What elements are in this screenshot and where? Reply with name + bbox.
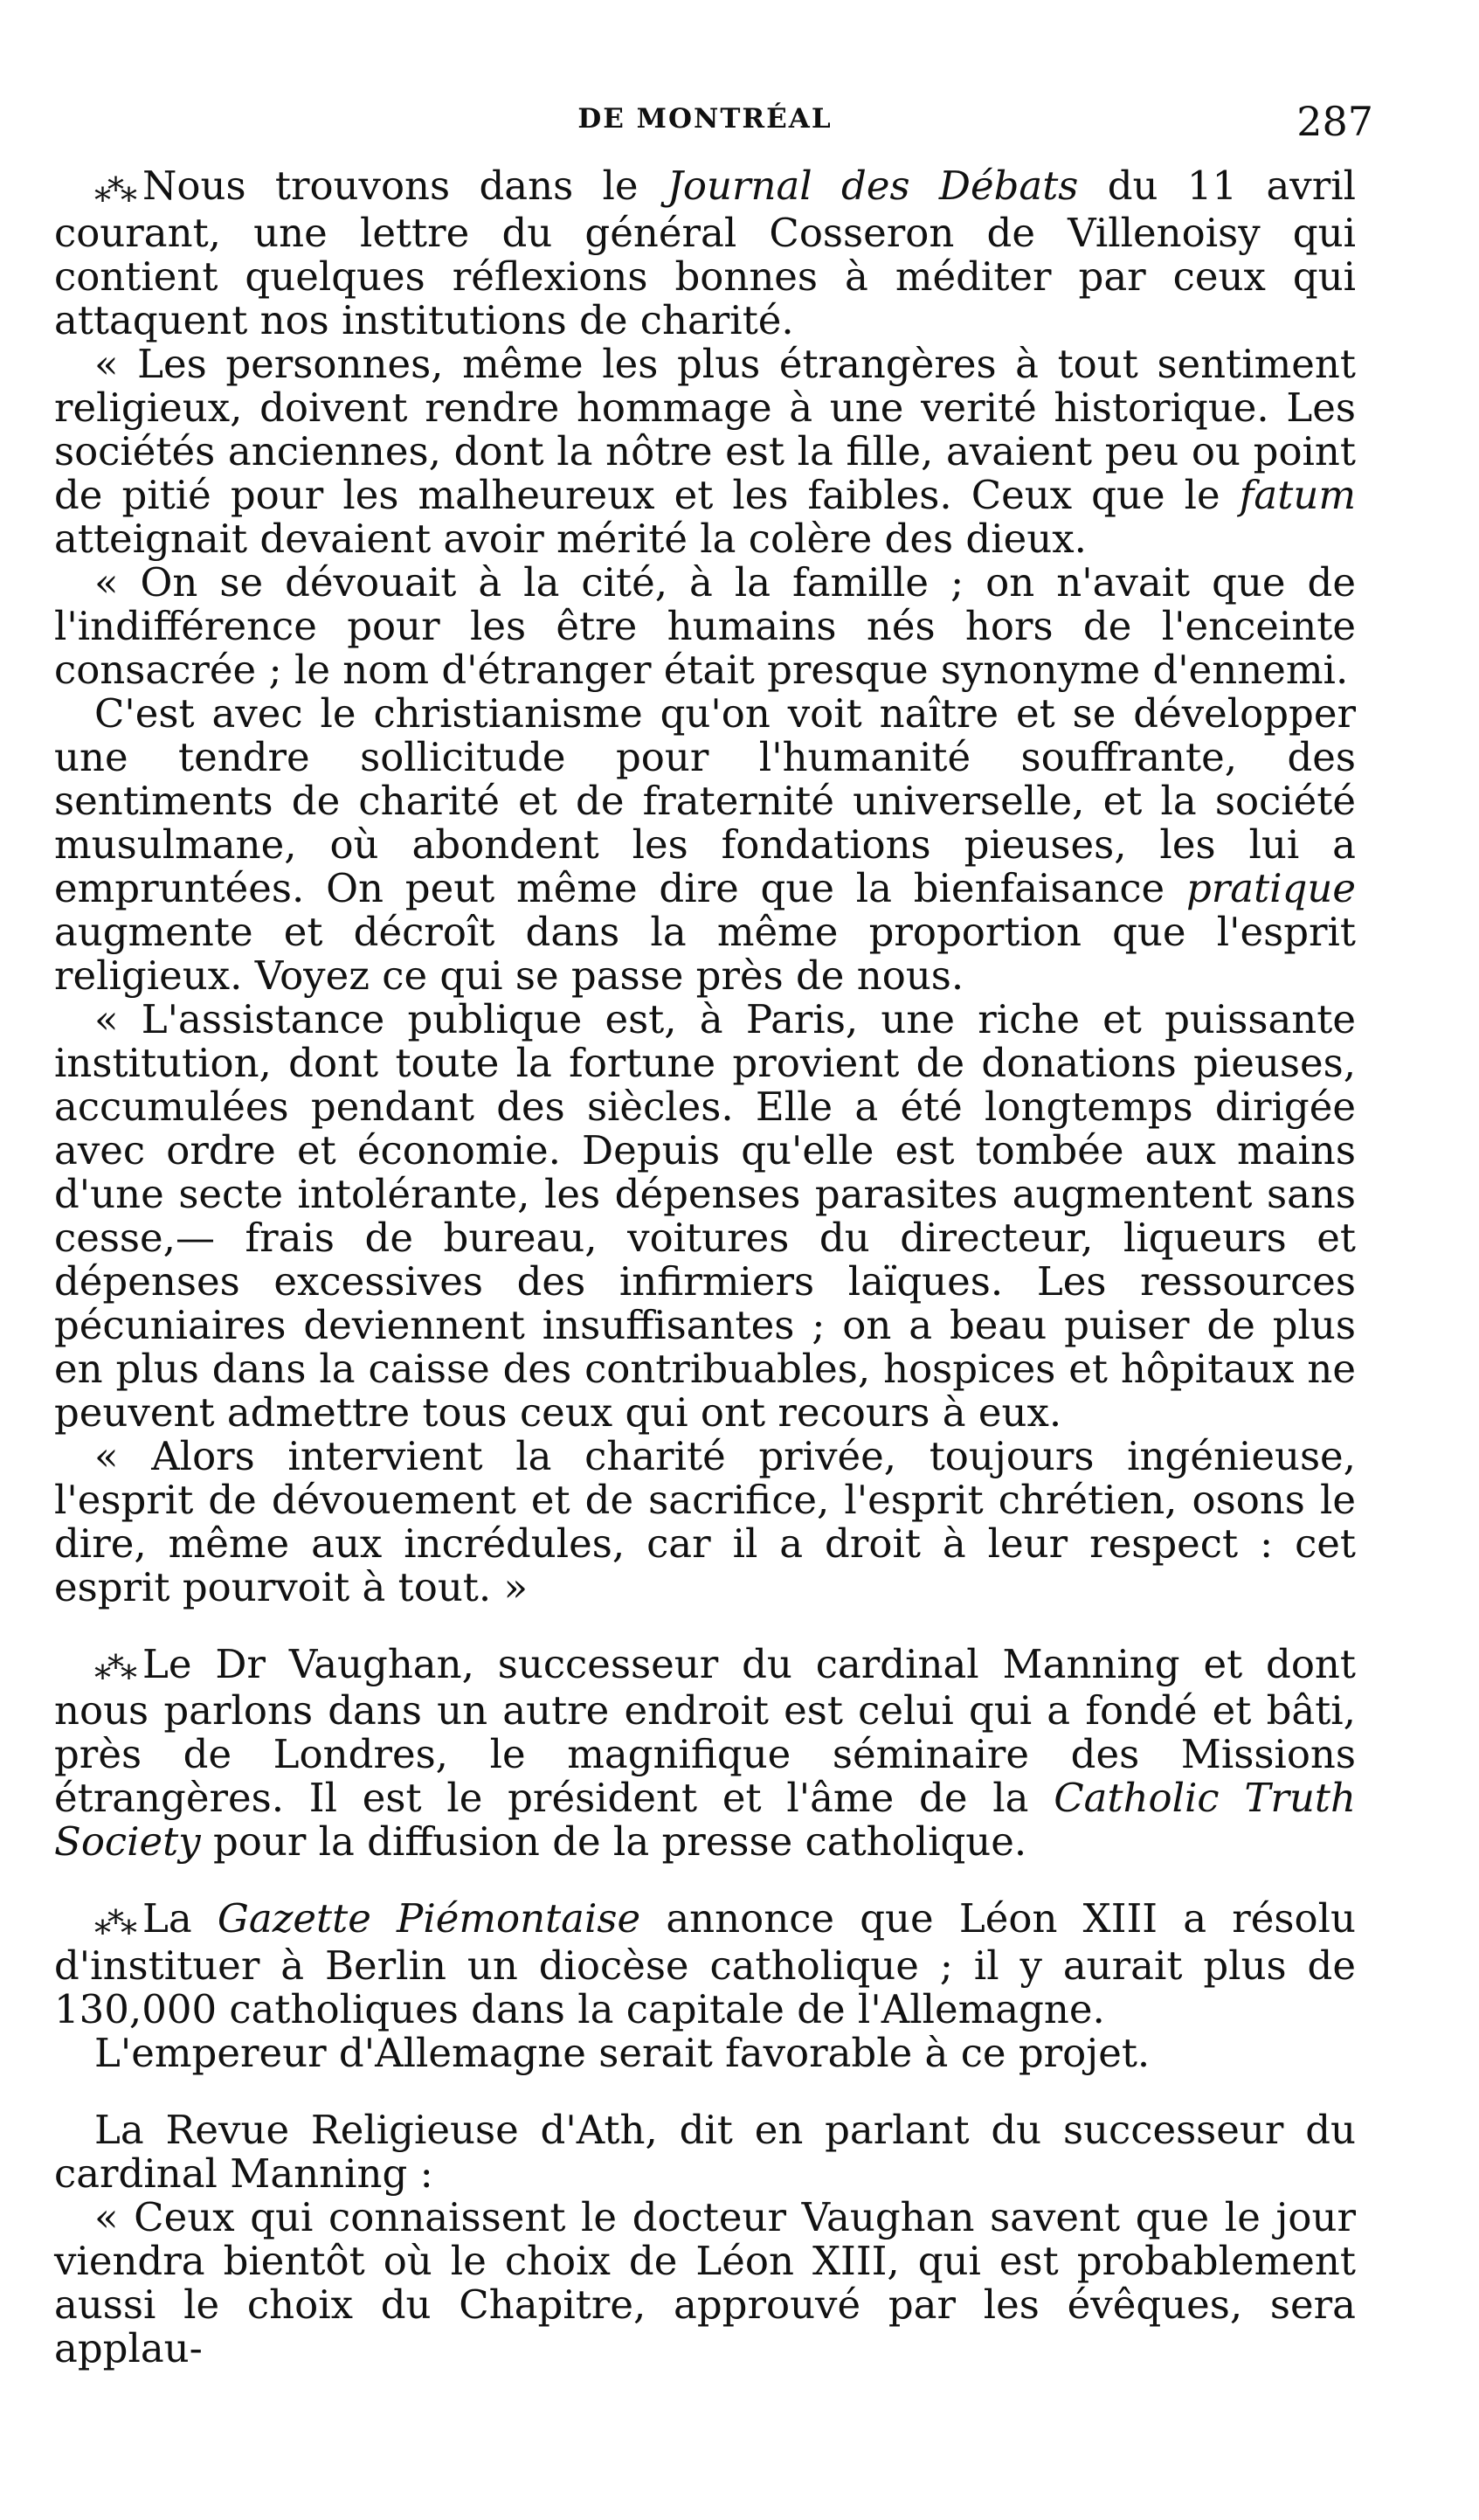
text-run: L'empereur d'Allemagne serait favorable à ce projet. bbox=[94, 2029, 1151, 2076]
text-run: annonce que Léon XIII a résolu d'instituer à Berlin un diocèse catholique ; il y aurait plus de 130,000 catholiques dans la capitale de l'Allemagne. bbox=[54, 1895, 1356, 2032]
running-title: DE MONTRÉAL bbox=[577, 103, 833, 135]
italic-text: Journal des Débats bbox=[667, 163, 1079, 209]
italic-text: Gazette Piémontaise bbox=[217, 1895, 641, 1942]
paragraph bbox=[54, 2108, 1356, 2196]
document-page bbox=[54, 98, 1373, 2371]
paragraph bbox=[54, 2193, 1356, 2371]
paragraph bbox=[54, 1432, 1356, 1610]
text-run: « Alors intervient la charité privée, toujours ingénieuse, l'esprit de dévouement et de sacrifice, l'esprit chrétien, osons le dire, même aux incrédules, car il a droit à leur respect : cet esprit pourvoit à tout. » bbox=[54, 1432, 1356, 1610]
italic-text: Catholic Truth Society bbox=[54, 1775, 1356, 1865]
italic-text: pratique bbox=[1185, 864, 1356, 911]
article-section bbox=[54, 1640, 1356, 1865]
italic-text: fatum bbox=[1239, 471, 1356, 518]
text-run: Nous trouvons dans le bbox=[142, 163, 667, 209]
text-run: « On se dévouait à la cité, à la famille ; on n'avait que de l'indifférence pour les être humains nés hors de l'enceinte consacrée ; le nom d'étranger était presque synonyme d'ennemi. bbox=[54, 558, 1356, 693]
text-run: La Revue Religieuse d'Ath, dit en parlant du successeur du cardinal Manning : bbox=[54, 2106, 1356, 2197]
running-head bbox=[54, 98, 1373, 164]
text-run: C'est avec le christianisme qu'on voit naître et se développer une tendre sollicitude pour l'humanité souffrante, des sentiments de charité et de fraternité universelle, et la société musulmane, où abondent les fondations pieuses, les lui a empruntées. On peut même dire que la bienfaisance bbox=[54, 689, 1356, 911]
text-run: La bbox=[142, 1895, 218, 1942]
paragraph bbox=[54, 340, 1356, 562]
paragraph bbox=[54, 164, 1356, 343]
paragraph bbox=[54, 1897, 1356, 2032]
text-run: « Ceux qui connaissent le docteur Vaughan savent que le jour viendra bientôt où le choix de Léon XIII, qui est probablement aussi le choix du Chapitre, approuvé par les évêques, sera applau- bbox=[54, 2193, 1356, 2371]
text-run: Le Dr Vaughan, successeur du cardinal Manning et dont nous parlons dans un autre endroit est celui qui a fondé et bâti, près de Londres, le magnifique séminaire des Missions étrangères. Il est le président et l'âme de la bbox=[54, 1640, 1356, 1821]
paragraph bbox=[54, 689, 1356, 999]
text-run: atteignait devaient avoir mérité la colère des dieux. bbox=[54, 515, 1087, 562]
asterism-mark: ⁎*⁎ bbox=[94, 1648, 134, 1686]
asterism-mark: ⁎*⁎ bbox=[94, 170, 134, 209]
text-run: pour la diffusion de la presse catholique. bbox=[200, 1818, 1027, 1865]
article-section bbox=[54, 1897, 1356, 2075]
body-text bbox=[54, 164, 1356, 2371]
text-run: du 11 avril courant, une lettre du général Cosseron de Villenoisy qui contient quelques réflexions bonnes à méditer par ceux qui attaquent nos institutions de charité. bbox=[54, 163, 1356, 343]
page-number: 287 bbox=[1296, 98, 1373, 145]
paragraph bbox=[54, 1640, 1356, 1865]
asterism-mark: ⁎*⁎ bbox=[94, 1902, 134, 1942]
text-run: augmente et décroît dans la même proportion que l'esprit religieux. Voyez ce qui se passe près de nous. bbox=[54, 908, 1356, 999]
text-run: « L'assistance publique est, à Paris, une riche et puissante institution, dont toute la fortune provient de donations pieuses, accumulées pendant des siècles. Elle a été longtemps dirigée avec ordre et économie. Depuis qu'elle est tombée aux mains d'une secte intolérante, les dépenses parasites augmentent sans cesse,— frais de bureau, voitures du directeur, liqueurs et dépenses excessives des infirmiers laïques. Les ressources pécuniaires deviennent insuffisantes ; on a beau puiser de plus en plus dans la caisse des contribuables, hospices et hôpitaux ne peuvent admettre tous ceux qui ont recours à eux. bbox=[54, 995, 1356, 1436]
article-section bbox=[54, 164, 1356, 1610]
paragraph bbox=[54, 558, 1356, 693]
text-run: « Les personnes, même les plus étrangères à tout sentiment religieux, doivent rendre hommage à une verité historique. Les sociétés anciennes, dont la nôtre est la fille, avaient peu ou point de pitié pour les malheureux et les faibles. Ceux que le bbox=[54, 340, 1356, 518]
paragraph bbox=[54, 2029, 1356, 2076]
article-section bbox=[54, 2108, 1356, 2371]
paragraph bbox=[54, 995, 1356, 1436]
